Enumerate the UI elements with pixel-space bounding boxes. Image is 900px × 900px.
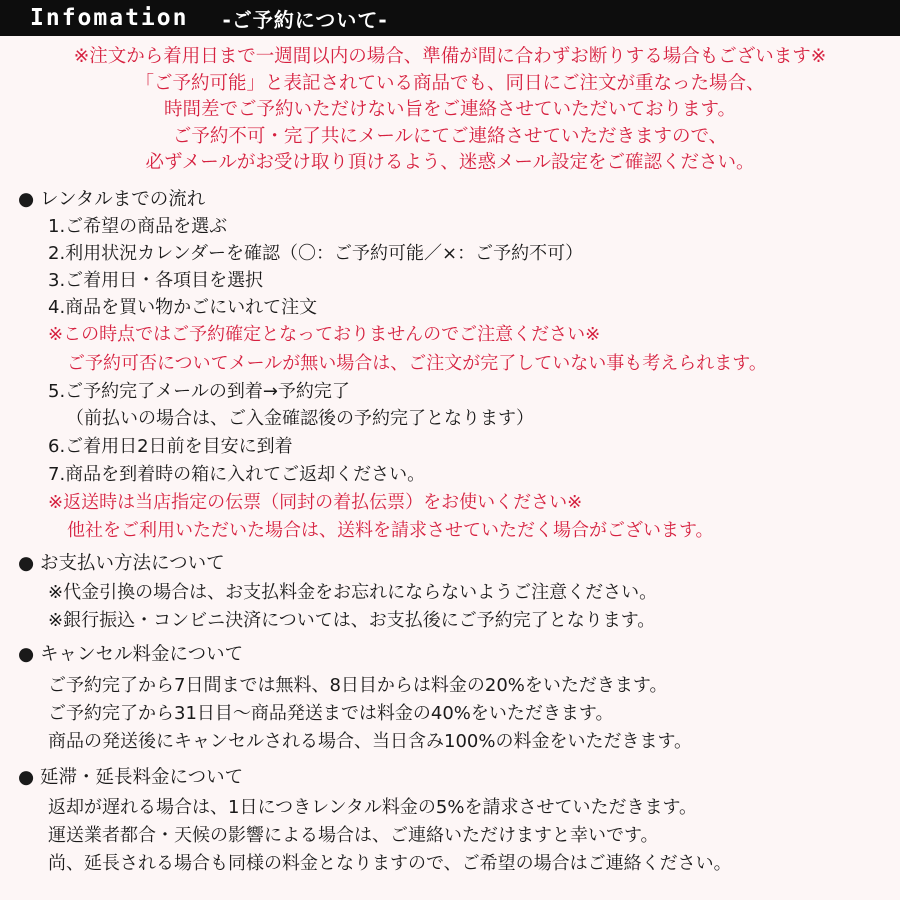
reservation-notice [0, 44, 900, 177]
cancel-line: ご予約完了から7日間までは無料、8日目からは料金の20%をいただきます。 [48, 675, 668, 696]
notice-line: 「ご予約可能」と表記されている商品でも、同日にご注文が重なった場合、 [135, 72, 765, 94]
flow-warning: 他社をご利用いただいた場合は、送料を請求させていただく場合がございます。 [67, 520, 714, 541]
flow-step: 6.ご着用日2日前を目安に到着 [48, 436, 293, 457]
flow-step: 4.商品を買い物かごにいれて注文 [48, 297, 318, 318]
heading-text: お支払い方法について [40, 553, 225, 574]
flow-warning: ※返送時は当店指定の伝票（同封の着払伝票）をお使いください※ [48, 492, 583, 513]
heading-text: 延滞・延長料金について [40, 767, 244, 788]
notice-line: ※注文から着用日まで一週間以内の場合、準備が間に合わずお断りする場合もございます※ [73, 46, 827, 67]
bullet-icon: ● [18, 767, 35, 788]
payment-line: ※銀行振込・コンビニ決済については、お支払後にご予約完了となります。 [48, 610, 656, 631]
flow-step-note: （前払いの場合は、ご入金確認後の予約完了となります） [66, 408, 534, 429]
bullet-icon: ● [18, 644, 35, 665]
section-heading-flow [18, 189, 205, 211]
flow-step: 1.ご希望の商品を選ぶ [48, 216, 228, 237]
page-subtitle: -ご予約について- [222, 7, 388, 32]
notice-line: 必ずメールがお受け取り頂けるよう、迷惑メール設定をご確認ください。 [145, 152, 755, 173]
heading-text: キャンセル料金について [40, 644, 244, 665]
late-line: 運送業者都合・天候の影響による場合は、ご連絡いただけますと幸いです。 [48, 825, 659, 846]
header-bar [0, 0, 900, 36]
cancel-line: 商品の発送後にキャンセルされる場合、当日含み100%の料金をいただきます。 [48, 731, 693, 752]
late-line: 返却が遅れる場合は、1日につきレンタル料金の5%を請求させていただきます。 [48, 797, 698, 818]
flow-warning: ご予約可否についてメールが無い場合は、ご注文が完了していない事も考えられます。 [67, 353, 767, 374]
cancel-line: ご予約完了から31日目〜商品発送までは料金の40%をいただきます。 [48, 703, 614, 724]
bullet-icon: ● [18, 553, 35, 574]
heading-text: レンタルまでの流れ [40, 189, 206, 210]
notice-line: ご予約不可・完了共にメールにてご連絡させていただきますので、 [172, 125, 728, 147]
flow-step: 5.ご予約完了メールの到着→予約完了 [48, 381, 350, 402]
section-heading-payment [18, 553, 225, 575]
section-heading-cancel [18, 644, 243, 666]
flow-step: 7.商品を到着時の箱に入れてご返却ください。 [48, 464, 426, 485]
page-title: Infomation [30, 5, 189, 31]
section-heading-late [18, 767, 243, 789]
flow-warning: ※この時点ではご予約確定となっておりませんのでご注意ください※ [48, 324, 601, 345]
flow-step: 3.ご着用日・各項目を選択 [48, 270, 264, 291]
notice-line: 時間差でご予約いただけない旨をご連絡させていただいております。 [163, 99, 737, 120]
bullet-icon: ● [18, 189, 35, 210]
payment-line: ※代金引換の場合は、お支払料金をお忘れにならないようご注意ください。 [48, 582, 658, 603]
late-line: 尚、延長される場合も同様の料金となりますので、ご希望の場合はご連絡ください。 [48, 853, 732, 874]
flow-step: 2.利用状況カレンダーを確認（〇：ご予約可能／×：ご予約不可） [48, 243, 584, 264]
